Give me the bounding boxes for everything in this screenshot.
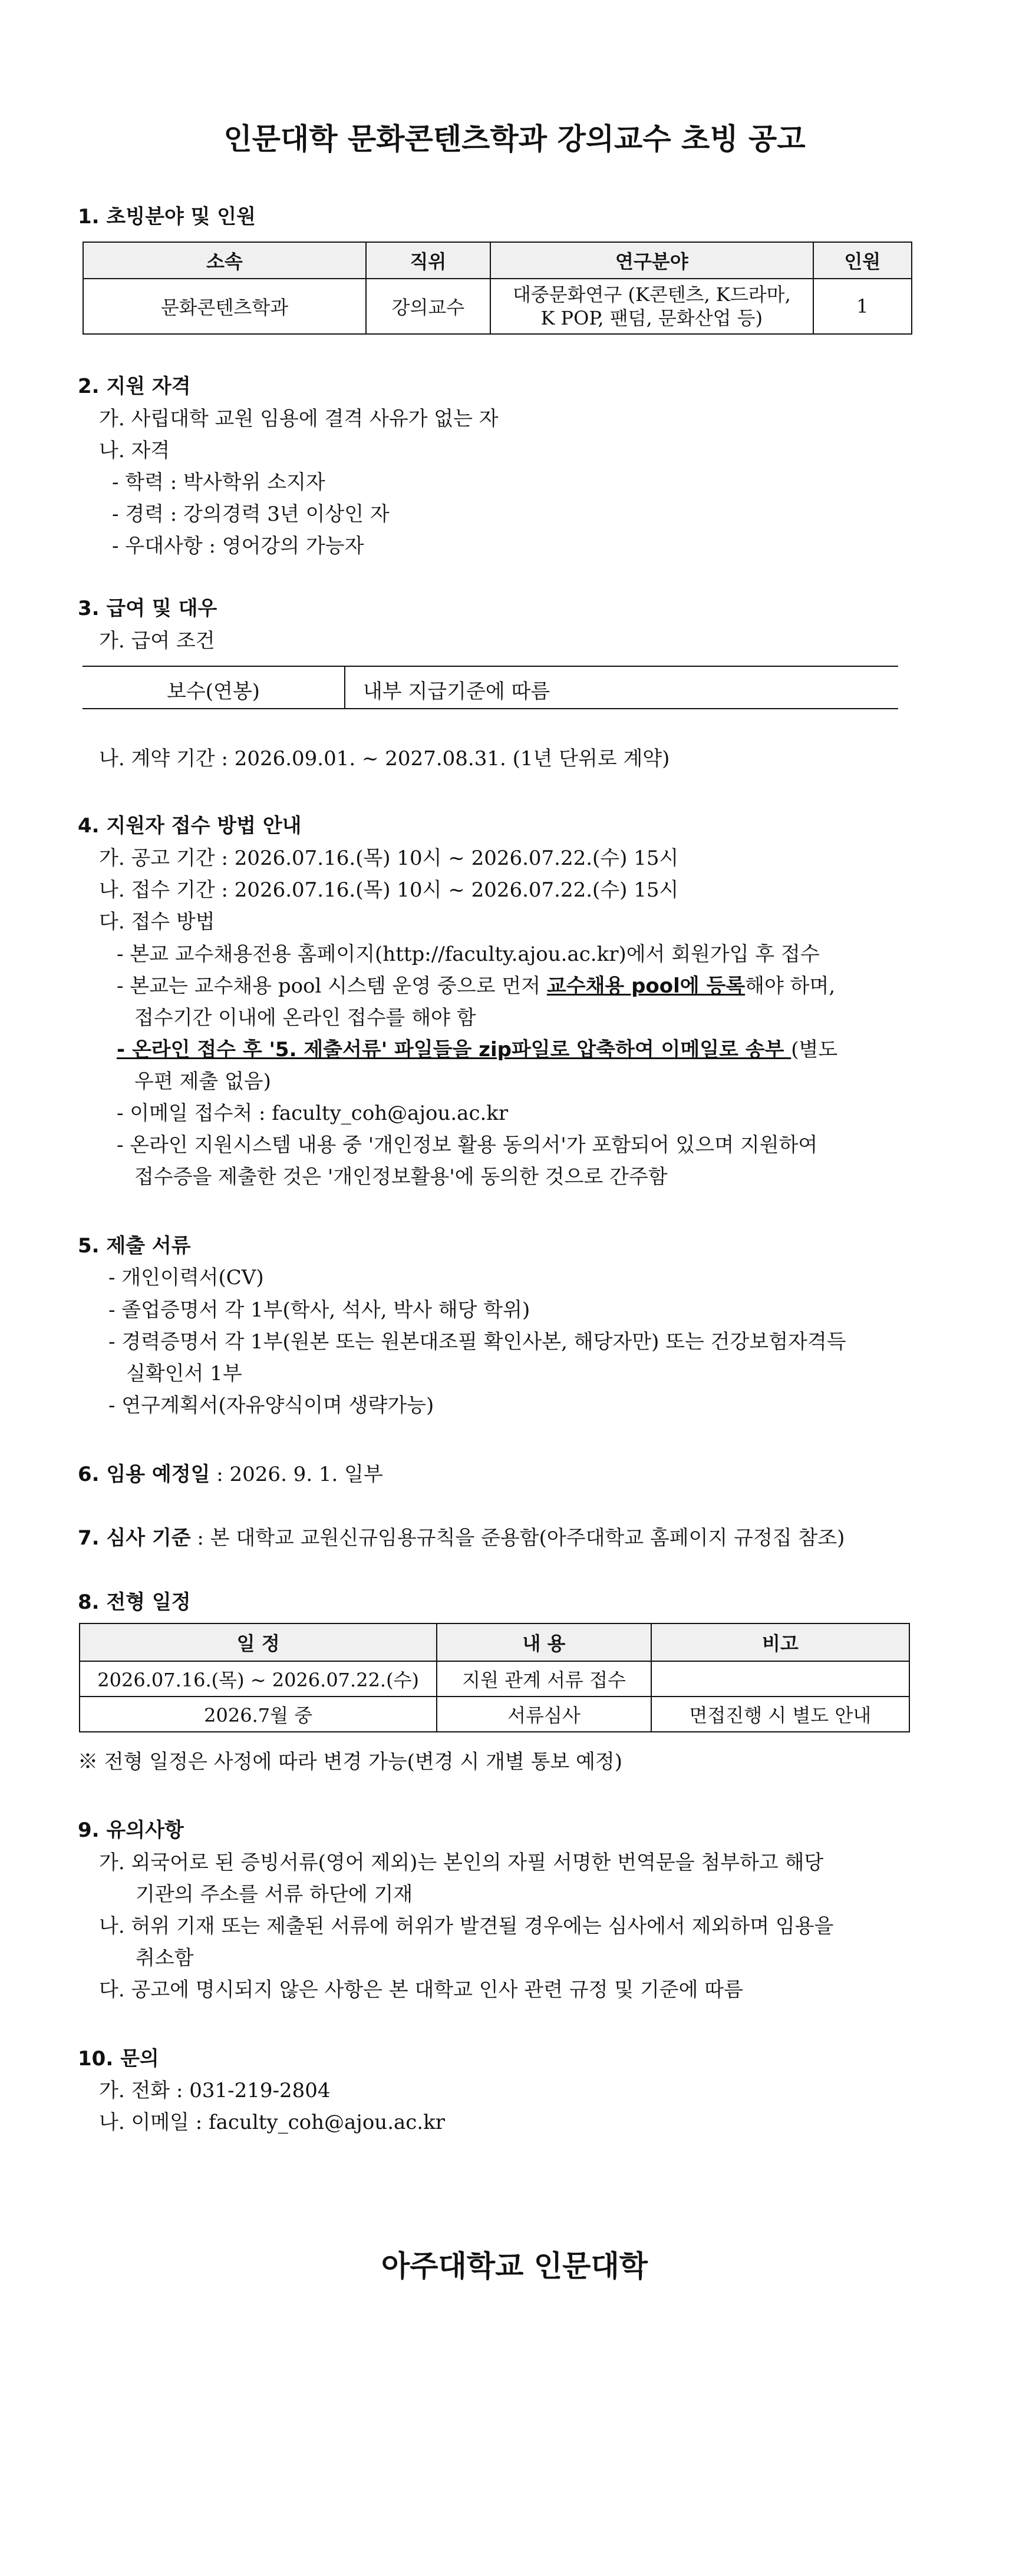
phone-line: 가. 전화 : 031-219-2804 <box>99 2079 331 2102</box>
section-10-heading: 10. 문의 <box>78 2047 159 2071</box>
list-item: - 우대사항 : 영어강의 가능자 <box>112 534 364 558</box>
zip-email-emphasis: - 온라인 접수 후 '5. 제출서류' 파일들을 zip파일로 압축하여 이메일로 송부 <box>117 1038 791 1062</box>
text-line: 가. 외국어로 된 증빙서류(영어 제외)는 본인의 자필 서명한 번역문을 첨부하고 해당 <box>99 1851 824 1874</box>
table-cell: 1 <box>813 279 912 334</box>
section-3-heading: 3. 급여 및 대우 <box>78 597 217 620</box>
table-header: 소속 <box>83 242 366 279</box>
list-item-continued: 실확인서 1부 <box>126 1362 242 1385</box>
text-line: 나. 자격 <box>99 439 170 462</box>
list-item-continued: 우편 제출 없음) <box>134 1070 271 1093</box>
page-title: 인문대학 문화콘텐츠학과 강의교수 초빙 공고 <box>223 122 806 156</box>
table-header: 인원 <box>813 242 912 279</box>
table-cell: 강의교수 <box>366 279 490 334</box>
table-cell: 서류심사 <box>437 1697 651 1732</box>
section-4-heading: 4. 지원자 접수 방법 안내 <box>78 814 302 838</box>
table-row <box>83 279 912 334</box>
section-1-heading: 1. 초빙분야 및 인원 <box>78 205 256 229</box>
list-item: - 본교는 교수채용 pool 시스템 운영 중으로 먼저 교수채용 pool에 등록해야 하며, <box>117 974 836 998</box>
table-header: 비고 <box>651 1623 909 1661</box>
text-line: 나. 허위 기재 또는 제출된 서류에 허위가 발견될 경우에는 심사에서 제외하며 임용을 <box>99 1914 834 1938</box>
table-cell: 문화콘텐츠학과 <box>83 279 366 334</box>
table-cell: 지원 관계 서류 접수 <box>437 1661 651 1697</box>
section-7-heading: 7. 심사 기준 <box>78 1526 191 1550</box>
divider <box>344 667 345 708</box>
section-9-heading: 9. 유의사항 <box>78 1818 184 1842</box>
list-item: - 경력 : 강의경력 3년 이상인 자 <box>112 502 390 526</box>
review-criteria-line: 7. 심사 기준 : 본 대학교 교원신규임용규칙을 준용함(아주대학교 홈페이지 규정집 참조) <box>78 1526 845 1550</box>
table-header: 직위 <box>366 242 490 279</box>
section-2-heading: 2. 지원 자격 <box>78 375 191 398</box>
section-6-heading: 6. 임용 예정일 <box>78 1463 210 1486</box>
research-field-line-2: K POP, 팬덤, 문화산업 등) <box>540 307 763 329</box>
research-field-line-1: 대중문화연구 (K콘텐츠, K드라마, <box>512 283 791 306</box>
salary-label: 보수(연봉) <box>167 680 260 703</box>
list-item: - 경력증명서 각 1부(원본 또는 원본대조필 확인사본, 해당자만) 또는 건강보험자격득 <box>108 1330 846 1354</box>
table-row <box>80 1661 909 1697</box>
pool-registration-emphasis: 교수채용 pool에 등록 <box>546 974 746 998</box>
table-cell: 면접진행 시 별도 안내 <box>651 1697 909 1732</box>
list-item: - 개인이력서(CV) <box>108 1266 264 1289</box>
list-item: - 졸업증명서 각 1부(학사, 석사, 박사 해당 학위) <box>108 1298 530 1322</box>
list-item: - 온라인 접수 후 '5. 제출서류' 파일들을 zip파일로 압축하여 이메일로 송부 (별도 <box>117 1038 838 1062</box>
schedule-note: ※ 전형 일정은 사정에 따라 변경 가능(변경 시 개별 통보 예정) <box>78 1750 623 1774</box>
table-cell <box>651 1661 909 1697</box>
section-8-heading: 8. 전형 일정 <box>78 1590 191 1614</box>
schedule-table <box>79 1623 910 1732</box>
text-line-continued: 기관의 주소를 서류 하단에 기재 <box>136 1883 413 1906</box>
list-item: - 온라인 지원시스템 내용 중 '개인정보 활용 동의서'가 포함되어 있으며 지원하여 <box>117 1133 818 1157</box>
text-line: 다. 접수 방법 <box>99 910 215 934</box>
table-cell: 2026.07.16.(목) ~ 2026.07.22.(수) <box>80 1661 437 1697</box>
section-5-heading: 5. 제출 서류 <box>78 1234 191 1258</box>
text-line: 가. 급여 조건 <box>99 629 215 653</box>
list-item-continued: 접수기간 이내에 온라인 접수를 해야 함 <box>134 1006 476 1030</box>
table-cell: 2026.7월 중 <box>80 1697 437 1732</box>
table-header: 연구분야 <box>490 242 813 279</box>
list-item: - 이메일 접수처 : faculty_coh@ajou.ac.kr <box>117 1102 509 1125</box>
list-item: - 연구계획서(자유양식이며 생략가능) <box>108 1394 434 1417</box>
table-header: 내 용 <box>437 1623 651 1661</box>
email-line: 나. 이메일 : faculty_coh@ajou.ac.kr <box>99 2111 445 2134</box>
text-line: 다. 공고에 명시되지 않은 사항은 본 대학교 인사 관련 규정 및 기준에 따름 <box>99 1978 743 2002</box>
list-item: - 학력 : 박사학위 소지자 <box>112 471 325 494</box>
appointment-date-line: 6. 임용 예정일 : 2026. 9. 1. 일부 <box>78 1463 383 1486</box>
text-line: 나. 계약 기간 : 2026.09.01. ~ 2027.08.31. (1년 단위로 계약) <box>99 747 670 771</box>
text-line-continued: 취소함 <box>136 1946 194 1970</box>
text-line: 가. 공고 기간 : 2026.07.16.(목) 10시 ~ 2026.07.22.(수) 15시 <box>99 846 679 870</box>
table-header: 일 정 <box>80 1623 437 1661</box>
table-row <box>80 1697 909 1732</box>
text-line: 나. 접수 기간 : 2026.07.16.(목) 10시 ~ 2026.07.22.(수) 15시 <box>99 878 679 902</box>
issuer-signature: 아주대학교 인문대학 <box>381 2249 648 2283</box>
table-cell-research-field <box>490 279 813 334</box>
salary-value: 내부 지급기준에 따름 <box>363 680 550 703</box>
list-item: - 본교 교수채용전용 홈페이지(http://faculty.ajou.ac.kr)에서 회원가입 후 접수 <box>117 943 820 966</box>
text-line: 가. 사립대학 교원 임용에 결격 사유가 없는 자 <box>99 407 499 431</box>
list-item-continued: 접수증을 제출한 것은 '개인정보활용'에 동의한 것으로 간주함 <box>134 1165 668 1189</box>
salary-table <box>83 666 898 709</box>
recruitment-table <box>83 242 912 335</box>
